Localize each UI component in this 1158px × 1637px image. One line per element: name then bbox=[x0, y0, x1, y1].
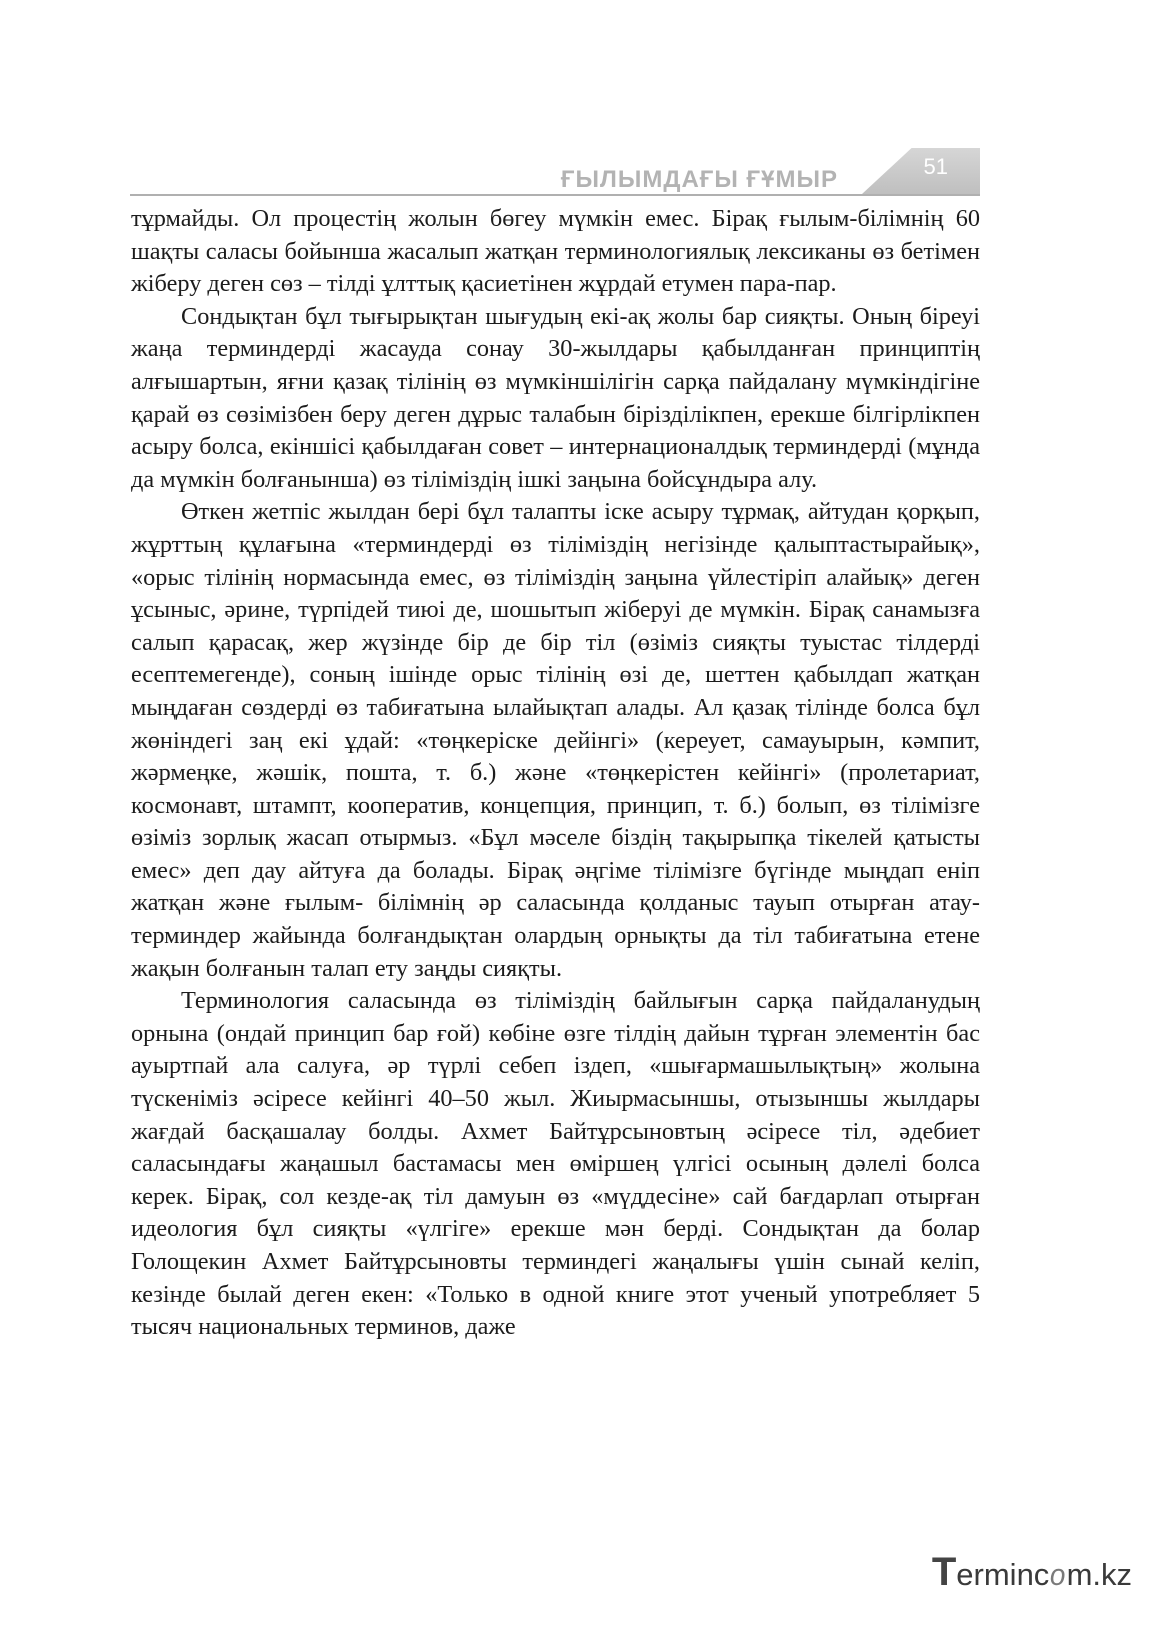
watermark-letter-t: T bbox=[931, 1550, 957, 1594]
running-header bbox=[130, 148, 980, 196]
paragraph-3: Өткен жетпіс жылдан бері бұл талапты іске асыру тұрмақ, айтудан қорқып, жұрттың құлағына «терминдерді өз тіліміздің негізінде қалыптастырайық», «орыс тілінің нормасында емес, өз тіліміздің заңына үйлестіріп алайық» деген ұсыныс, әрине, түрпідей тиюі де, шошытып жіберуі де мүмкін. Бірақ санамызға салып қарасақ, жер жүзінде бір де бір тіл (өзіміз сияқты туыстас тілдерді есептемегенде), соның ішінде орыс тілінің өзі де, шеттен қабылдап жатқан мыңдаған сөздерді өз табиғатына ылайықтап алады. Ал қазақ тілінде болса бұл жөніндегі заң екі ұдай: «төңкеріске дейінгі» (кереует, самауырын, кәмпит, жәрмеңке, жәшік, пошта, т. б.) және «төңкерістен кейінгі» (пролетариат, космонавт, штампт, кооператив, концепция, принцип, т. б.) болып, өз тілімізге өзіміз зорлық жасап отырмыз. «Бұл мәселе біздің тақырыпқа тікелей қатысты емес» деп дау айтуға да болады. Бірақ әңгіме тілімізге бүгінде мыңдап еніп жатқан және ғылым- білімнің әр саласында қолданыс тауып отырған атау-терминдер жайында болғандықтан олардың орнықты да тіл табиғатына етене жақын болғанын талап ету заңды сияқты. bbox=[131, 498, 980, 982]
magnifier-icon: o bbox=[1050, 1557, 1066, 1592]
paragraph-2: Сондықтан бұл тығырықтан шығудың екі-ақ жолы бар сияқты. Оның біреуі жаңа терминдерді жасауда сонау 30-жылдары қабылданған принциптің алғышартын, яғни қазақ тілінің өз мүмкіншілігін сарқа пайдалану мүмкіндігіне қарай өз сөзімізбен беру деген дұрыс талабын бірізділікпен, ерекше білгірлікпен асыру болса, екіншісі қабылдаған совет – интернационалдық терминдерді (мұнда да мүмкін болғанынша) өз тіліміздің ішкі заңына бойсұндыра алу. bbox=[131, 302, 980, 493]
paragraph-1: тұрмайды. Ол процестің жолын бөгеу мүмкін емес. Бірақ ғылым-білімнің 60 шақты саласы бойынша жасалып жатқан терминологиялық лексиканы өз бетімен жіберу деген сөз – тілді ұлттық қасиетінен жұрдай етумен пара-пар. bbox=[131, 205, 980, 298]
running-header-title: ҒЫЛЫМДАҒЫ ҒҰМЫР bbox=[560, 166, 838, 193]
watermark-text-a: erminc bbox=[956, 1557, 1050, 1592]
page-number: 51 bbox=[923, 154, 948, 179]
paragraph-4: Терминология саласында өз тіліміздің байлығын сарқа пайдаланудың орнына (ондай принцип бар ғой) көбіне өзге тілдің дайын тұрған элементін бас ауыртпай ала салуға, әр түрлі себеп іздеп, «шығармашылықтың» жолына түскеніміз әсіресе кейінгі 40–50 жыл. Жиырмасыншы, отызыншы жылдары жағдай басқашалау болды. Ахмет Байтұрсыновтың әсіресе тіл, әдебиет саласындағы жаңашыл бастамасы мен өміршең үлгісі осының дәлелі болса керек. Бірақ, сол кезде-ақ тіл дамуын өз «мүддесіне» сай бағдарлап отырған идеология бұл сияқты «үлгіге» ерекше мән берді. Сондықтан да болар Голощекин Ахмет Байтұрсыновты терминдегі жаңалығы үшін сынай келіп, кезінде былай деген екен: «Только в одной книге этот ученый употребляет 5 тысяч национальных терминов, даже bbox=[131, 987, 980, 1341]
body-text bbox=[131, 203, 980, 1344]
watermark-text-b: m.kz bbox=[1066, 1557, 1132, 1592]
page-number-tab bbox=[862, 148, 980, 194]
termincom-watermark bbox=[932, 1550, 1132, 1595]
header-rule bbox=[130, 194, 980, 196]
